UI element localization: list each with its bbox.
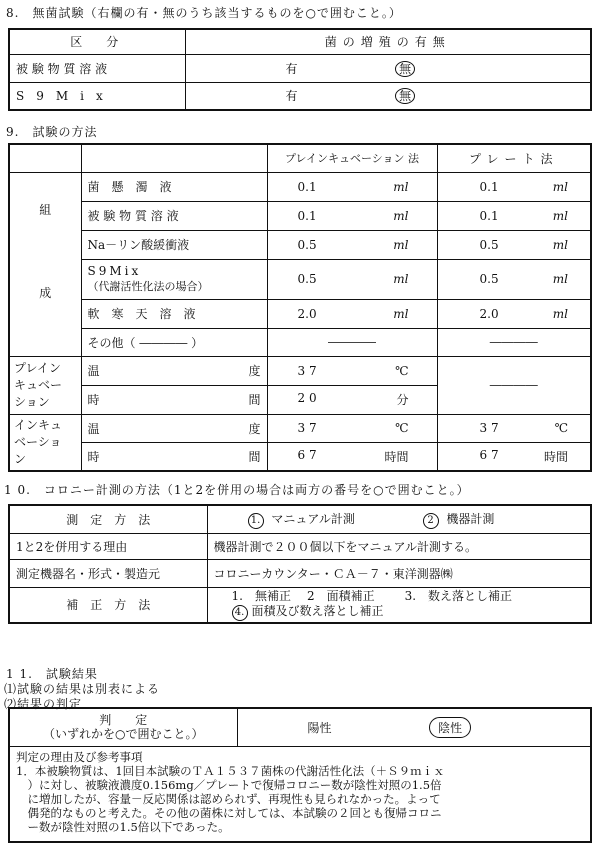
group-composition-1: 組 xyxy=(39,202,52,217)
col-plate-header: プレート法 xyxy=(437,144,591,172)
pre-unit: ml xyxy=(393,237,409,252)
row-label: S 9 M i x xyxy=(9,82,185,110)
pre-unit: ℃ xyxy=(395,421,409,435)
row-label: 被 験 物 質 溶 液 xyxy=(81,201,267,230)
row-label: S9Mix xyxy=(87,264,142,278)
plate-value: 0.5 xyxy=(479,272,499,286)
table-row xyxy=(9,259,591,299)
plate-value: 3 7 xyxy=(479,421,499,435)
section-9-heading: 9. 試験の方法 xyxy=(6,125,98,139)
section-8-heading: 8. 無菌試験（右欄の有・無のうち該当するものを○で囲むこと。） xyxy=(6,6,402,20)
table-row xyxy=(9,356,591,385)
section-10-heading: 1 0. コロニー計測の方法（1と2を併用の場合は両方の番号を○で囲むこと。） xyxy=(4,483,470,497)
table-row xyxy=(9,587,591,623)
negative-option-circled: 陰性 xyxy=(429,717,471,738)
no-option-circled: 無 xyxy=(395,61,415,77)
pre-unit: ml xyxy=(393,179,409,194)
row-label-a: 温 xyxy=(87,364,100,378)
pre-unit: ml xyxy=(393,272,409,286)
incubation-group-label: インキュ ベーショ ン xyxy=(9,414,81,471)
table-row xyxy=(9,505,591,533)
plate-unit: ml xyxy=(552,272,568,286)
sterility-table xyxy=(8,28,592,111)
option-1-circled: 1. xyxy=(248,513,264,529)
plate-value: 2.0 xyxy=(479,306,499,321)
judgement-label: 判 定 xyxy=(99,713,148,728)
results-note-1: ⑴試験の結果は別表による xyxy=(4,682,161,696)
reason-line: 偶発的なものと考えた。その他の菌株に対しては、本試験の２回とも復帰コロニ xyxy=(16,805,442,820)
row-label: Na－リン酸緩衝液 xyxy=(81,230,267,259)
plate-dash: ―――― xyxy=(437,356,591,414)
correction-1: 1. 無補正 xyxy=(231,588,291,603)
pre-value: 2 0 xyxy=(297,391,317,405)
row-label: 1と2を併用する理由 xyxy=(9,533,207,559)
table-row xyxy=(9,82,591,110)
pre-unit: ml xyxy=(393,208,409,223)
pre-value: 0.5 xyxy=(297,272,317,286)
pre-unit: ℃ xyxy=(395,363,409,378)
table-row xyxy=(9,328,591,356)
row-label-b: 度 xyxy=(248,421,261,436)
positive-option: 陽性 xyxy=(307,720,332,735)
pre-value: 3 7 xyxy=(297,421,317,435)
row-label: その他（ ―――― ） xyxy=(81,328,267,356)
col-growth-header: 菌の増殖の有無 xyxy=(185,29,591,54)
pre-unit: 時間 xyxy=(384,449,409,464)
reason-title: 判定の理由及び参考事項 xyxy=(16,749,143,764)
row-label: 被 験 物 質 溶 液 xyxy=(9,54,185,82)
plate-unit: ml xyxy=(552,208,568,223)
plate-unit: ml xyxy=(552,237,568,252)
reason-line: ー数が陰性対照の1.5倍以下であった。 xyxy=(16,819,230,834)
option-1-label: マニュアル計測 xyxy=(271,511,355,526)
col-preincubation-header: プレインキュベーション 法 xyxy=(267,144,437,172)
pre-value: 6 7 xyxy=(297,447,317,462)
table-row xyxy=(9,533,591,559)
pre-value: 0.1 xyxy=(297,179,317,194)
pre-value: 2.0 xyxy=(297,306,317,321)
table-row xyxy=(9,172,591,201)
table-row xyxy=(9,201,591,230)
row-label: 補 正 方 法 xyxy=(9,587,207,623)
plate-value: 0.1 xyxy=(479,179,499,194)
pre-value: 0.5 xyxy=(297,237,317,252)
option-2-circled: 2 xyxy=(423,513,439,529)
pre-value: 3 7 xyxy=(297,363,317,378)
row-value: 機器計測で２００個以下をマニュアル計測する。 xyxy=(207,533,591,559)
row-label: 軟 寒 天 溶 液 xyxy=(81,299,267,328)
judgement-table xyxy=(8,707,592,843)
pre-unit: 分 xyxy=(396,393,409,407)
plate-unit: ml xyxy=(552,179,568,194)
pre-value: 0.1 xyxy=(297,208,317,223)
row-value: コロニーカウンター・ＣＡ－７・東洋測器㈱ xyxy=(207,559,591,587)
pre-dash: ―――― xyxy=(267,328,437,356)
row-label: 測 定 方 法 xyxy=(9,505,207,533)
table-row xyxy=(9,230,591,259)
correction-3: 3. 数え落とし補正 xyxy=(404,588,513,603)
option-2-label: 機器計測 xyxy=(446,511,495,526)
correction-4: 面積及び数え落とし補正 xyxy=(251,603,384,618)
reason-line: 1．本被験物質は、1回目本試験のＴＡ１５３７菌株の代謝活性化法（＋Ｓ９ｍｉｘ xyxy=(16,763,445,778)
preincubation-group-label: プレイン キュベー ション xyxy=(9,356,81,414)
table-row xyxy=(9,54,591,82)
col-category-header: 区 分 xyxy=(9,29,185,54)
row-label-note: （代謝活性化法の場合） xyxy=(87,280,209,293)
colony-count-table xyxy=(8,504,592,624)
yes-option: 有 xyxy=(285,61,298,76)
row-label: 測定機器名・形式・製造元 xyxy=(9,559,207,587)
method-table xyxy=(8,143,592,472)
table-row xyxy=(9,299,591,328)
plate-dash: ―――― xyxy=(437,328,591,356)
results-note-2: ⑵結果の判定 xyxy=(4,697,83,711)
yes-option: 有 xyxy=(285,89,298,104)
row-label-b: 度 xyxy=(248,364,261,378)
row-label-a: 時 xyxy=(87,393,100,407)
row-label: 菌 懸 濁 液 xyxy=(81,172,267,201)
reason-line: に増加したが、容量－反応関係は認められず、再現性も見られなかった。よって xyxy=(16,791,441,806)
table-row xyxy=(9,746,591,842)
section-11-heading: 1 1. 試験結果 xyxy=(6,667,98,681)
plate-value: 6 7 xyxy=(479,447,499,462)
no-option-circled: 無 xyxy=(395,88,415,104)
table-row xyxy=(9,414,591,442)
table-row xyxy=(9,559,591,587)
plate-unit: ml xyxy=(552,306,568,321)
row-label-a: 時 xyxy=(87,449,100,464)
group-composition-2: 成 xyxy=(39,285,52,300)
plate-unit: 時間 xyxy=(543,449,568,464)
row-label-b: 間 xyxy=(248,449,261,464)
judgement-instruction: （いずれかを○で囲むこと。） xyxy=(43,727,204,742)
row-label-b: 間 xyxy=(248,393,261,407)
row-label-a: 温 xyxy=(87,421,100,436)
plate-value: 0.1 xyxy=(479,208,499,223)
reason-line: ）に対し、被験液濃度0.156mg／プレートで復帰コロニー数が陰性対照の1.5倍 xyxy=(16,777,442,792)
pre-unit: ml xyxy=(393,306,409,321)
correction-2: 2 面積補正 xyxy=(306,588,375,603)
table-row xyxy=(9,708,591,746)
plate-value: 0.5 xyxy=(479,237,499,252)
plate-unit: ℃ xyxy=(554,421,568,435)
table-row xyxy=(9,442,591,471)
correction-4-circled: 4. xyxy=(232,605,248,621)
